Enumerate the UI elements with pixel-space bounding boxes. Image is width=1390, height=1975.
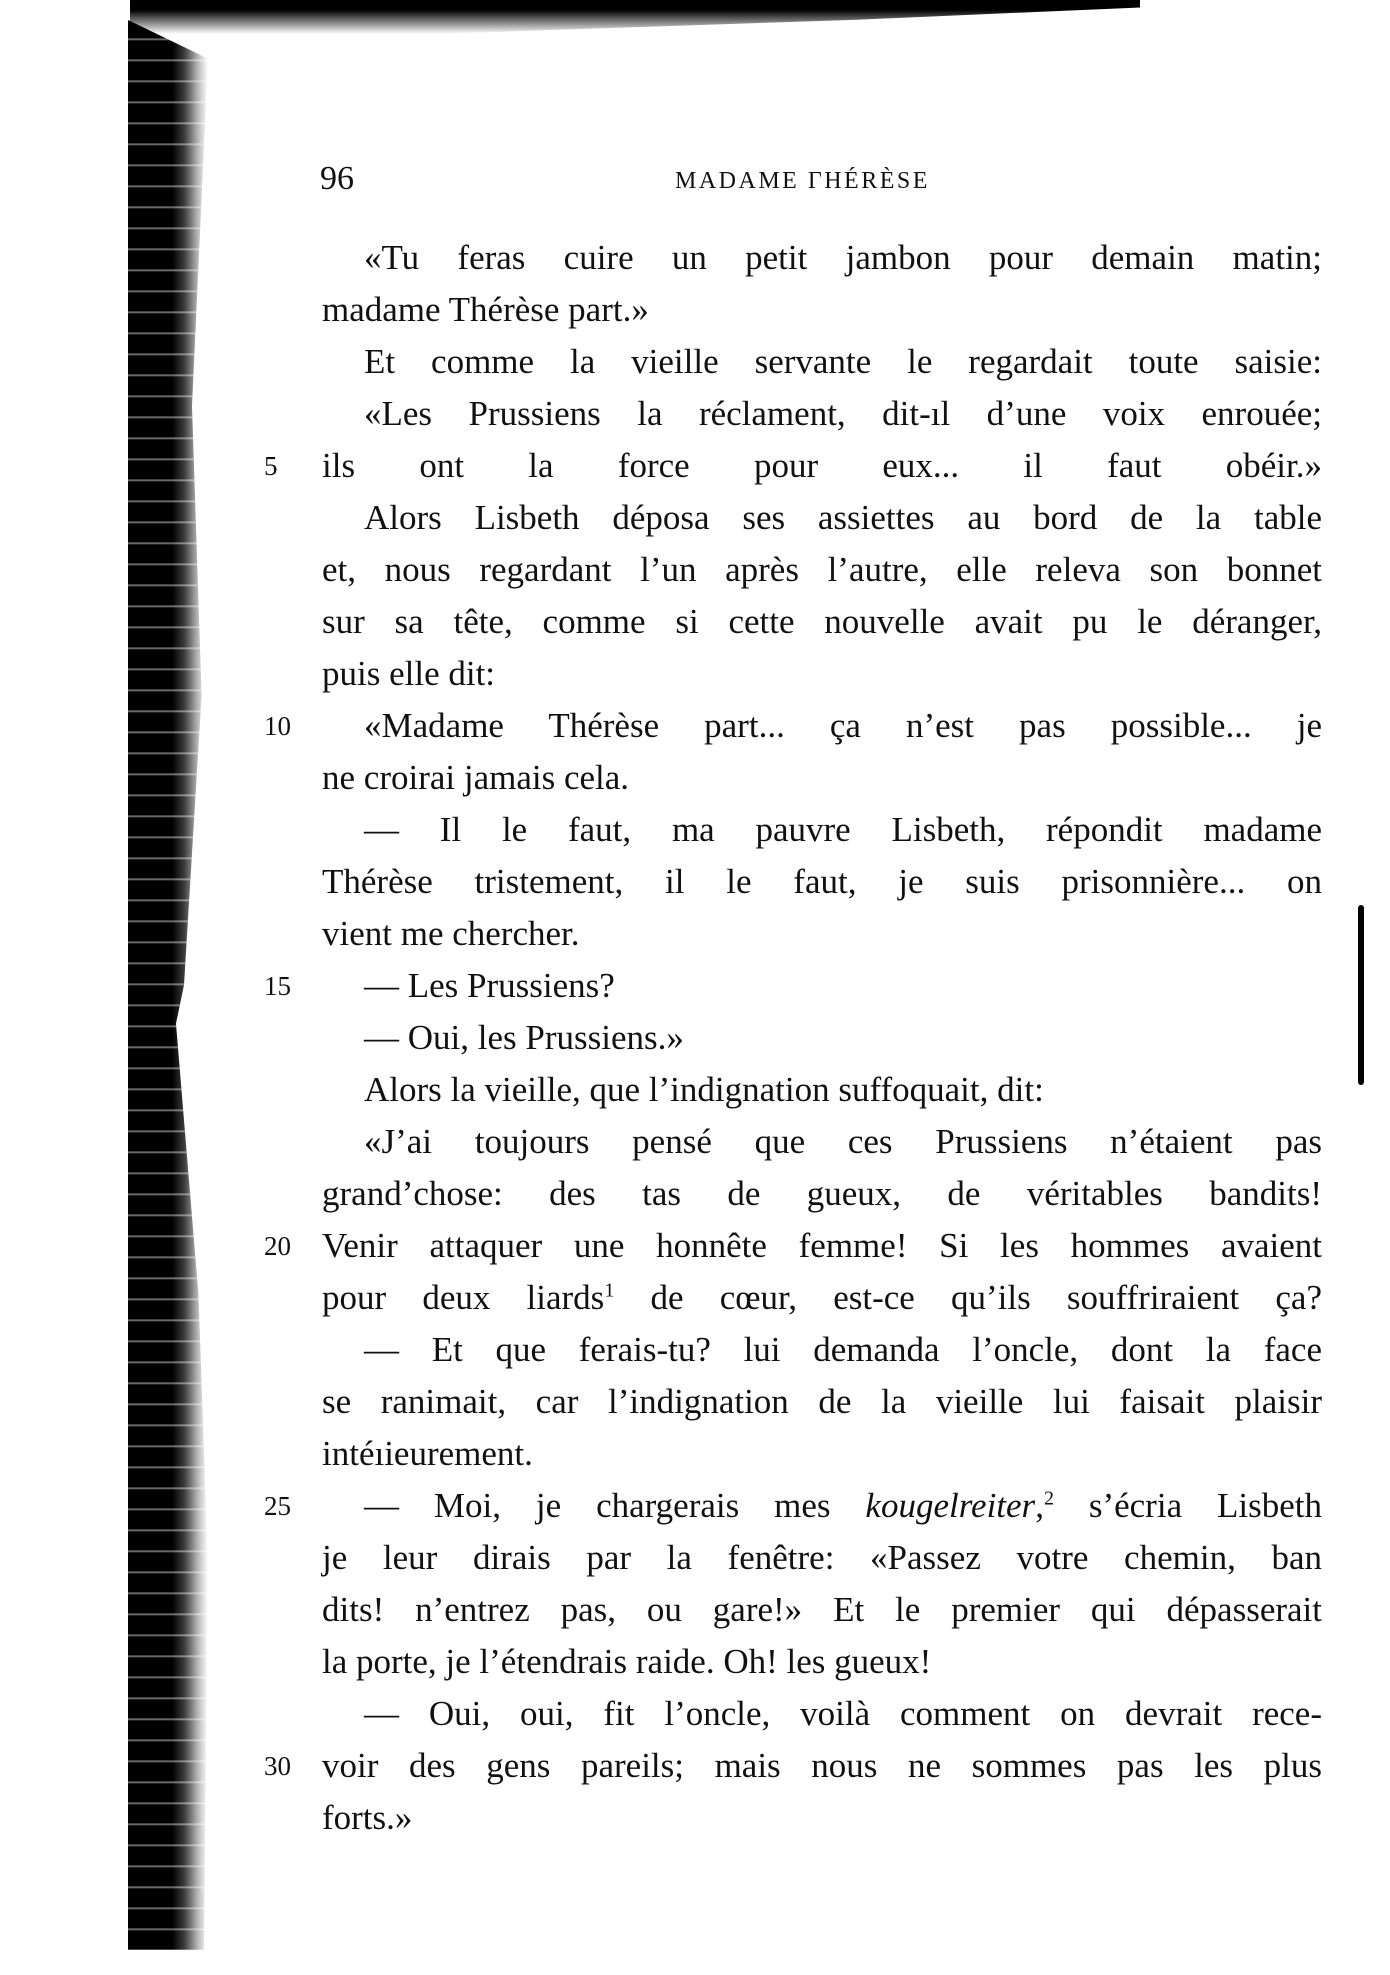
text-line: se ranimait, car l’indignation de la vieille lui faisait plaisir (322, 1382, 1322, 1421)
text-line: madame Thérèse part.» (322, 290, 649, 329)
text-line: Thérèse tristement, il le faut, je suis prisonnière... on (322, 862, 1322, 901)
scan-top-edge-shadow (130, 0, 1140, 34)
line-number: 25 (264, 1491, 291, 1521)
body-text (264, 232, 1322, 1844)
scan-edge-mark (1358, 905, 1364, 1085)
footnote-marker: 1 (604, 1279, 615, 1302)
footnote-marker: 2 (1043, 1487, 1054, 1510)
scan-binding-shadow (128, 20, 208, 1950)
text-line: — Et que ferais-tu? lui demanda l’oncle, dont la face (364, 1330, 1322, 1369)
text-line: grand’chose: des tas de gueux, de véritables bandits! (322, 1174, 1322, 1213)
text-line: «J’ai toujours pensé que ces Prussiens n’étaient pas (364, 1122, 1322, 1161)
book-title: MADAME ΓHÉRÈSE (675, 168, 930, 194)
text-line: 5 ils ont la force pour eux... il faut obéir.» (322, 440, 1322, 492)
text-line: sur sa tête, comme si cette nouvelle avait pu le déranger, (322, 602, 1322, 641)
text-line: puis elle dit: (322, 654, 496, 693)
text-line: — Oui, les Prussiens.» (364, 1018, 684, 1057)
text-line: — Il le faut, ma pauvre Lisbeth, répondit madame (364, 810, 1322, 849)
text-line: «Les Prussiens la réclament, dit-ıl d’une voix enrouée; (364, 394, 1322, 433)
line-number: 20 (264, 1231, 291, 1261)
line-number: 5 (264, 451, 278, 481)
running-head (320, 160, 1320, 210)
text-line: la porte, je l’étendrais raide. Oh! les gueux! (322, 1642, 932, 1681)
text-line: Alors Lisbeth déposa ses assiettes au bord de la table (364, 498, 1322, 537)
text-line: et, nous regardant l’un après l’autre, elle releva son bonnet (322, 550, 1322, 589)
line-number: 15 (264, 971, 291, 1001)
line-number: 30 (264, 1751, 291, 1781)
text-line: pour deux liards$^1$ de cœur, est-ce qu’ils souffriraient ça? (322, 1278, 1322, 1317)
text-line: vient me chercher. (322, 914, 580, 953)
italic-term: kougelreiter (865, 1486, 1036, 1525)
text-line: — Oui, oui, fit l’oncle, voilà comment on devrait rece- (364, 1694, 1322, 1733)
text-line: 15 — Les Prussiens? (322, 960, 1322, 1012)
text-line: je leur dirais par la fenêtre: «Passez votre chemin, ban (322, 1538, 1322, 1577)
text-line: 20 Venir attaquer une honnête femme! Si les hommes avaient (322, 1220, 1322, 1272)
text-line: dits! n’entrez pas, ou gare!» Et le premier qui dépasserait (322, 1590, 1322, 1629)
page-number: 96 (320, 160, 354, 197)
text-line: intéıieurement. (322, 1434, 533, 1473)
line-number: 10 (264, 711, 291, 741)
text-line: ne croirai jamais cela. (322, 758, 630, 797)
text-line: forts.» (322, 1798, 413, 1837)
text-line: Et comme la vieille servante le regardait toute saisie: (364, 342, 1322, 381)
text-line: Alors la vieille, que l’indignation suffoquait, dit: (364, 1070, 1044, 1109)
text-line: 30 voir des gens pareils; mais nous ne sommes pas les plus (322, 1740, 1322, 1792)
text-line: 25 — Moi, je chargerais mes kougelreiter,$^2$ s’écria Lisbeth (322, 1480, 1322, 1532)
text-line: 10 «Madame Thérèse part... ça n’est pas possible... je (322, 700, 1322, 752)
text-line: «Tu feras cuire un petit jambon pour demain matin; (364, 238, 1322, 277)
